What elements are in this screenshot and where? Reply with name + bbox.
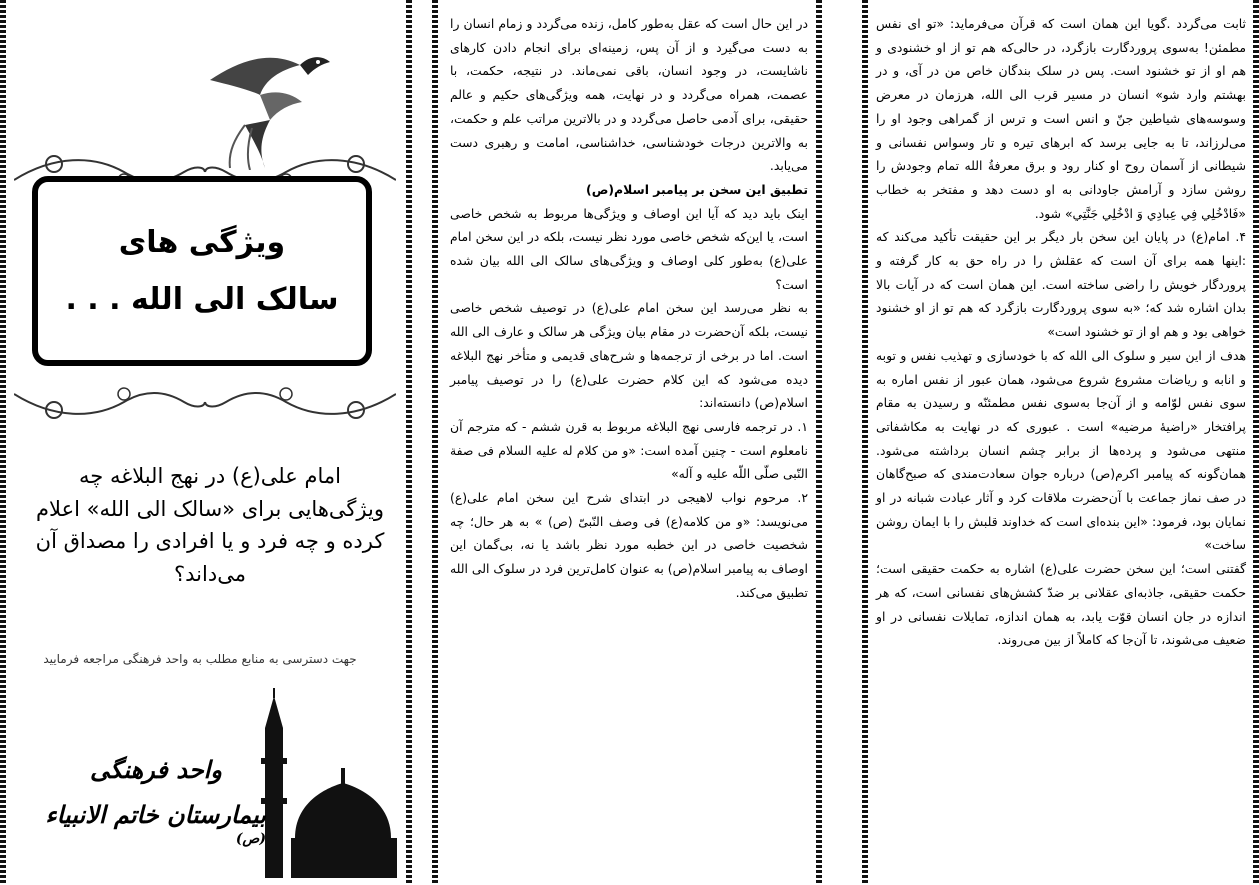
mosque-silhouette-icon bbox=[255, 688, 400, 878]
signature-hospital-name: بیمارستان خاتم الانبیاء bbox=[45, 800, 266, 829]
decorative-border bbox=[1253, 0, 1259, 885]
paragraph: به نظر می‌رسد این سخن امام علی(ع) در توصیف شخص خاصی نیست، بلکه آن‌حضرت در مقام بیان ویژگی هر سالک و عارف الی الله است. اما در برخی از ترجمه‌ها و شرح‌های قدیمی و متأخر نهج البلاغه دیده می‌شود که این کلام حضرت علی(ع) را در توصیف پیامبر اسلام(ص) دانسته‌اند: bbox=[450, 300, 808, 411]
cover-title-line2: سالک الی الله . . . bbox=[65, 282, 339, 317]
right-text-panel bbox=[862, 0, 1259, 885]
bird-illustration bbox=[190, 20, 340, 170]
cover-note: جهت دسترسی به منابع مطلب به واحد فرهنگی مراجعه فرمایید bbox=[43, 652, 357, 666]
paragraph: اینک باید دید که آیا این اوصاف و ویژگی‌ها مربوط به شخص خاصی است، یا این‌که شخص خاصی مورد نظر نیست، بلکه در این سخن امام علی(ع) به‌طور کلی اوصاف و ویژگی‌های سالک الی الله بیان شده است؟ bbox=[450, 205, 808, 292]
paragraph: ۴. امام(ع) در پایان این سخن بار دیگر بر این حقیقت تأکید می‌کند که :اینها همه برای آن است که عقلش را در راه حق به کار گرفته و پروردگار خویش را راضی ساخته است. این همان است که در آیات بالا بدان اشاره شد که؛ «به سوی پروردگارت بازگرد که هم تو از او خشنود خواهی بود و هم او از تو خشنود است» bbox=[876, 229, 1246, 340]
signature-hospital bbox=[16, 800, 266, 858]
decorative-border bbox=[432, 0, 438, 885]
cover-title-box bbox=[32, 176, 372, 366]
ornament-flourish bbox=[14, 380, 396, 424]
decorative-border bbox=[0, 0, 6, 885]
right-content bbox=[876, 12, 1246, 652]
cover-question: امام علی(ع) در نهج البلاغه چه ویژگی‌هایی برای «سالک الی الله» اعلام کرده و چه فرد و یا افرادی را مصداق آن می‌داند؟ bbox=[35, 464, 385, 586]
paragraph: هدف از این سیر و سلوک الی الله که با خودسازی و تهذیب نفس و توبه و انابه و ریاضات مشروع شروع می‌شود، همان عبور از نفس اماره به سوی نفس لوّامه و از آن‌جا به‌سوی نفس مطمئنّه و رسیدن به مقام پرافتخار «راضیهٔ مرضیه» است . عبوری که در نهایت به مکاشفاتی منتهی می‌شود و پرده‌ها از برابر چشم انسان برداشته می‌شود. همان‌گونه که پیامبر اکرم(ص) درباره جوان سعادت‌مندی که صبح‌گاهان در صف نماز جماعت با آن‌حضرت ملاقات کرد و آثار عبادت شبانه در او نمایان بود، فرمود: «این بنده‌ای است که خداوند قلبش را با ایمان روشن ساخت» bbox=[876, 347, 1246, 553]
paragraph: گفتنی است؛ این سخن حضرت علی(ع) اشاره به حکمت حقیقی است؛ حکمت حقیقی، جاذبه‌ای عقلانی بر ضدّ کشش‌های نفسانی است، که هر اندازه در جان انسان قوّت یابد، به همان اندازه، تمایلات نفسانی در او ضعیف می‌شوند، تا آن‌جا که کاملاً از بین می‌روند. bbox=[876, 561, 1246, 648]
paragraph: ۱. در ترجمه فارسی نهج البلاغه مربوط به قرن ششم - که مترجم آن نامعلوم است - چنین آمده است: «و من کلام له علیه السلام فی صفة النّبی صلّی اللّه علیه و آله» bbox=[450, 418, 808, 482]
signature-unit: واحد فرهنگی bbox=[90, 755, 222, 784]
signature-pbuh: (ص) bbox=[235, 831, 266, 847]
paragraph: ثابت می‌گردد .گویا این همان است که قرآن می‌فرماید: «تو ای نفس مطمئن! به‌سوی پروردگارت بازگرد، در حالی‌که هم تو از او خشنودی و هم او از تو خشنود است. پس در سلک بندگان خاص من در آی، و در بهشتم وارد شو» انسان در مسیر قرب الی الله، هرزمان در معرض وسوسه‌های شیاطین جنّ و انس است و ترس از گمراهی وجود او را می‌لرزاند، تا به جایی برسد که ابرهای تیره و تار وسواس نفسانی و شیطانی از آسمان روح او کنار رود و برق معرفةُ الله تمام وجودش را روشن سازد و آرامش جاودانی به او دست دهد و مفتخر به خطاب «فَادْخُلِي فِي عِبادِي وَ ادْخُلِي جَنَّتِي» شود. bbox=[876, 16, 1246, 221]
cover-panel bbox=[0, 0, 420, 885]
decorative-border bbox=[816, 0, 822, 885]
cover-title-line1: ویژگی های bbox=[118, 225, 286, 260]
paragraph: در این حال است که عقل به‌طور کامل، زنده می‌گردد و زمام انسان را به دست می‌گیرد و از آن پس، زمینه‌ای برای انجام دادن کارهای ناشایست، در وجود انسان، باقی نمی‌ماند. در نتیجه، حکمت، با عصمت، همراه می‌گردد و در نهایت، همه ویژگی‌های حکیم و عالم حقیقی، برای آدمی حاصل می‌گردد و در بالاترین مراتب علم و حکمت، به والاترین درجات خودشناسی، خداشناسی، امامت و رهبری دست می‌یابد. bbox=[450, 16, 808, 174]
section-heading: تطبیق این سخن بر پیامبر اسلام(ص) bbox=[586, 181, 808, 197]
paragraph: ۲. مرحوم نواب لاهیجی در ابتدای شرح این سخن امام علی(ع) می‌نویسد: «و من کلامه(ع) فی وصف النّبیّ (ص) » به هر حال؛ چه شخصیت خاصی در این خطبه مورد نظر باشد یا نه، بی‌گمان این اوصاف به پیامبر اسلام(ص) به عنوان کامل‌ترین فرد در سلوک الی الله تطبیق می‌کند. bbox=[450, 490, 808, 600]
decorative-border bbox=[406, 0, 412, 885]
middle-content bbox=[450, 12, 808, 605]
decorative-border bbox=[862, 0, 868, 885]
middle-text-panel bbox=[432, 0, 822, 885]
